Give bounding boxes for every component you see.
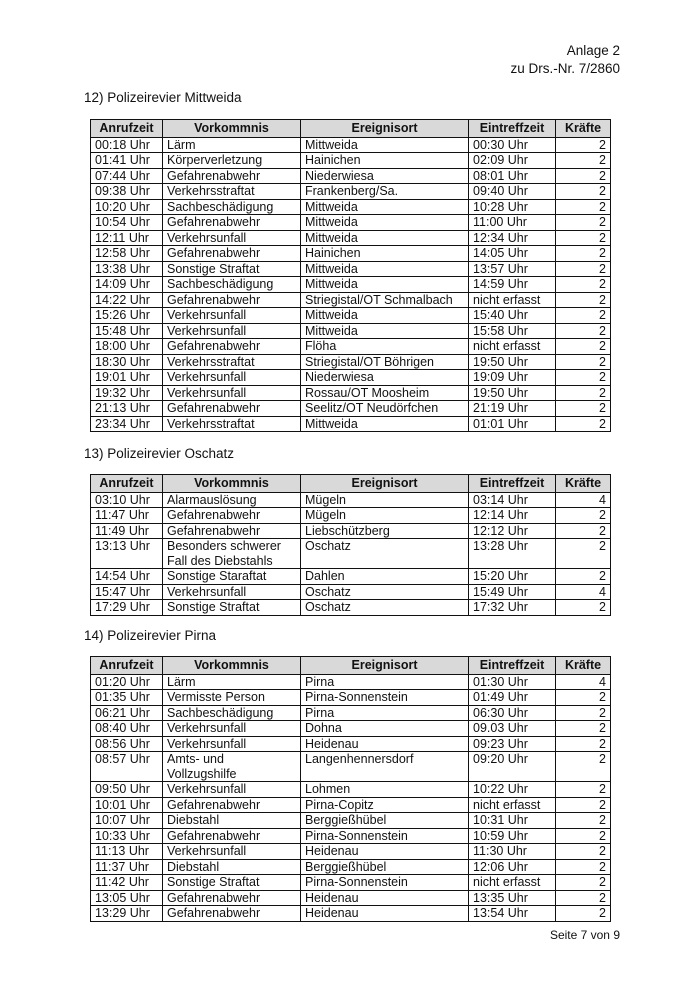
units-cell: 2: [556, 292, 611, 308]
location-cell: Oschatz: [301, 584, 469, 600]
call-time-cell: 09:50 Uhr: [91, 782, 163, 798]
location-cell: Pirna-Copitz: [301, 797, 469, 813]
document-reference: [510, 42, 620, 78]
units-cell: 4: [556, 674, 611, 690]
location-cell: Heidenau: [301, 906, 469, 922]
call-time-cell: 10:20 Uhr: [91, 199, 163, 215]
table-row: [91, 385, 611, 401]
arrival-time-cell: 02:09 Uhr: [469, 153, 556, 169]
table-row: [91, 705, 611, 721]
table-header-row: [91, 120, 611, 138]
header-incident: Vorkommnis: [163, 120, 301, 138]
table-row: [91, 261, 611, 277]
call-time-cell: 23:34 Uhr: [91, 416, 163, 432]
call-time-cell: 17:29 Uhr: [91, 600, 163, 616]
incident-type-cell: Verkehrsunfall: [163, 230, 301, 246]
arrival-time-cell: 15:49 Uhr: [469, 584, 556, 600]
units-cell: 2: [556, 153, 611, 169]
units-cell: 2: [556, 600, 611, 616]
call-time-cell: 12:11 Uhr: [91, 230, 163, 246]
arrival-time-cell: 10:31 Uhr: [469, 813, 556, 829]
table-row: [91, 569, 611, 585]
arrival-time-cell: 13:54 Uhr: [469, 906, 556, 922]
incident-type-cell: Verkehrsunfall: [163, 385, 301, 401]
incident-type-cell: Gefahrenabwehr: [163, 168, 301, 184]
table-row: [91, 539, 611, 569]
section-title: 13) Polizeirevier Oschatz: [84, 446, 235, 461]
table-row: [91, 492, 611, 508]
location-cell: Dohna: [301, 721, 469, 737]
table-row: [91, 168, 611, 184]
header-arrival: Eintreffzeit: [469, 657, 556, 675]
header-call-time: Anrufzeit: [91, 475, 163, 493]
units-cell: 2: [556, 813, 611, 829]
units-cell: 2: [556, 782, 611, 798]
units-cell: 2: [556, 752, 611, 782]
table-row: [91, 292, 611, 308]
location-cell: Pirna: [301, 705, 469, 721]
incident-type-cell: Verkehrsstraftat: [163, 416, 301, 432]
call-time-cell: 10:54 Uhr: [91, 215, 163, 231]
incident-type-cell: Verkehrsunfall: [163, 844, 301, 860]
location-cell: Mittweida: [301, 277, 469, 293]
table-row: [91, 782, 611, 798]
location-cell: Pirna-Sonnenstein: [301, 690, 469, 706]
location-cell: Niederwiesa: [301, 370, 469, 386]
section-title: 12) Polizeirevier Mittweida: [84, 90, 242, 105]
incident-type-cell: Gefahrenabwehr: [163, 401, 301, 417]
call-time-cell: 14:09 Uhr: [91, 277, 163, 293]
arrival-time-cell: 10:28 Uhr: [469, 199, 556, 215]
call-time-cell: 19:32 Uhr: [91, 385, 163, 401]
units-cell: 2: [556, 828, 611, 844]
incident-type-cell: Besonders schwerer Fall des Diebstahls: [163, 539, 301, 569]
incident-type-cell: Gefahrenabwehr: [163, 828, 301, 844]
table-row: [91, 199, 611, 215]
table-row: [91, 875, 611, 891]
table-row: [91, 370, 611, 386]
location-cell: Seelitz/OT Neudörfchen: [301, 401, 469, 417]
location-cell: Dahlen: [301, 569, 469, 585]
table-row: [91, 797, 611, 813]
arrival-time-cell: 12:06 Uhr: [469, 859, 556, 875]
table-row: [91, 354, 611, 370]
table-row: [91, 600, 611, 616]
arrival-time-cell: 10:59 Uhr: [469, 828, 556, 844]
location-cell: Lohmen: [301, 782, 469, 798]
call-time-cell: 18:30 Uhr: [91, 354, 163, 370]
location-cell: Mittweida: [301, 199, 469, 215]
units-cell: 2: [556, 199, 611, 215]
units-cell: 2: [556, 721, 611, 737]
call-time-cell: 10:07 Uhr: [91, 813, 163, 829]
arrival-time-cell: 13:57 Uhr: [469, 261, 556, 277]
table-row: [91, 906, 611, 922]
call-time-cell: 03:10 Uhr: [91, 492, 163, 508]
table-row: [91, 721, 611, 737]
location-cell: Mittweida: [301, 137, 469, 153]
units-cell: 2: [556, 339, 611, 355]
incident-type-cell: Gefahrenabwehr: [163, 523, 301, 539]
table-row: [91, 308, 611, 324]
location-cell: Oschatz: [301, 539, 469, 569]
call-time-cell: 13:13 Uhr: [91, 539, 163, 569]
incident-type-cell: Körperverletzung: [163, 153, 301, 169]
arrival-time-cell: 11:30 Uhr: [469, 844, 556, 860]
units-cell: 2: [556, 523, 611, 539]
header-arrival: Eintreffzeit: [469, 475, 556, 493]
location-cell: Heidenau: [301, 736, 469, 752]
arrival-time-cell: 01:49 Uhr: [469, 690, 556, 706]
call-time-cell: 11:37 Uhr: [91, 859, 163, 875]
call-time-cell: 09:38 Uhr: [91, 184, 163, 200]
call-time-cell: 11:47 Uhr: [91, 508, 163, 524]
location-cell: Berggießhübel: [301, 813, 469, 829]
header-arrival: Eintreffzeit: [469, 120, 556, 138]
incident-type-cell: Lärm: [163, 137, 301, 153]
table-row: [91, 813, 611, 829]
call-time-cell: 08:56 Uhr: [91, 736, 163, 752]
arrival-time-cell: 06:30 Uhr: [469, 705, 556, 721]
call-time-cell: 21:13 Uhr: [91, 401, 163, 417]
units-cell: 2: [556, 184, 611, 200]
table-row: [91, 153, 611, 169]
units-cell: 2: [556, 539, 611, 569]
units-cell: 2: [556, 277, 611, 293]
arrival-time-cell: 01:01 Uhr: [469, 416, 556, 432]
arrival-time-cell: 21:19 Uhr: [469, 401, 556, 417]
incident-type-cell: Amts- und Vollzugshilfe: [163, 752, 301, 782]
header-call-time: Anrufzeit: [91, 120, 163, 138]
incident-type-cell: Verkehrsunfall: [163, 308, 301, 324]
arrival-time-cell: 19:50 Uhr: [469, 385, 556, 401]
call-time-cell: 18:00 Uhr: [91, 339, 163, 355]
call-time-cell: 06:21 Uhr: [91, 705, 163, 721]
location-cell: Oschatz: [301, 600, 469, 616]
table-row: [91, 323, 611, 339]
location-cell: Heidenau: [301, 844, 469, 860]
arrival-time-cell: 14:59 Uhr: [469, 277, 556, 293]
table-header-row: [91, 657, 611, 675]
arrival-time-cell: 12:14 Uhr: [469, 508, 556, 524]
location-cell: Hainichen: [301, 246, 469, 262]
arrival-time-cell: 09.03 Uhr: [469, 721, 556, 737]
location-cell: Pirna-Sonnenstein: [301, 828, 469, 844]
location-cell: Striegistal/OT Schmalbach: [301, 292, 469, 308]
incident-table: [90, 119, 611, 432]
arrival-time-cell: nicht erfasst: [469, 339, 556, 355]
units-cell: 2: [556, 906, 611, 922]
units-cell: 2: [556, 844, 611, 860]
header-location: Ereignisort: [301, 475, 469, 493]
call-time-cell: 14:54 Uhr: [91, 569, 163, 585]
units-cell: 2: [556, 215, 611, 231]
incident-type-cell: Diebstahl: [163, 859, 301, 875]
location-cell: Pirna-Sonnenstein: [301, 875, 469, 891]
call-time-cell: 07:44 Uhr: [91, 168, 163, 184]
header-location: Ereignisort: [301, 120, 469, 138]
incident-type-cell: Diebstahl: [163, 813, 301, 829]
header-incident: Vorkommnis: [163, 475, 301, 493]
units-cell: 2: [556, 875, 611, 891]
table-row: [91, 277, 611, 293]
call-time-cell: 00:18 Uhr: [91, 137, 163, 153]
location-cell: Liebschützberg: [301, 523, 469, 539]
call-time-cell: 10:01 Uhr: [91, 797, 163, 813]
incident-type-cell: Lärm: [163, 674, 301, 690]
arrival-time-cell: 09:20 Uhr: [469, 752, 556, 782]
incident-type-cell: Verkehrsunfall: [163, 721, 301, 737]
location-cell: Mittweida: [301, 215, 469, 231]
header-incident: Vorkommnis: [163, 657, 301, 675]
call-time-cell: 08:40 Uhr: [91, 721, 163, 737]
units-cell: 2: [556, 736, 611, 752]
units-cell: 2: [556, 137, 611, 153]
incident-type-cell: Gefahrenabwehr: [163, 292, 301, 308]
table-row: [91, 246, 611, 262]
location-cell: Hainichen: [301, 153, 469, 169]
location-cell: Mittweida: [301, 261, 469, 277]
call-time-cell: 13:05 Uhr: [91, 890, 163, 906]
arrival-time-cell: 13:28 Uhr: [469, 539, 556, 569]
arrival-time-cell: nicht erfasst: [469, 875, 556, 891]
arrival-time-cell: 01:30 Uhr: [469, 674, 556, 690]
arrival-time-cell: 19:09 Uhr: [469, 370, 556, 386]
incident-type-cell: Gefahrenabwehr: [163, 246, 301, 262]
table-row: [91, 508, 611, 524]
table-row: [91, 844, 611, 860]
call-time-cell: 19:01 Uhr: [91, 370, 163, 386]
units-cell: 2: [556, 859, 611, 875]
incident-type-cell: Gefahrenabwehr: [163, 508, 301, 524]
call-time-cell: 13:38 Uhr: [91, 261, 163, 277]
table-row: [91, 859, 611, 875]
units-cell: 2: [556, 401, 611, 417]
call-time-cell: 15:47 Uhr: [91, 584, 163, 600]
call-time-cell: 11:42 Uhr: [91, 875, 163, 891]
arrival-time-cell: 15:20 Uhr: [469, 569, 556, 585]
location-cell: Mügeln: [301, 508, 469, 524]
location-cell: Mittweida: [301, 230, 469, 246]
incident-type-cell: Verkehrsstraftat: [163, 184, 301, 200]
call-time-cell: 08:57 Uhr: [91, 752, 163, 782]
incident-type-cell: Verkehrsunfall: [163, 323, 301, 339]
units-cell: 2: [556, 705, 611, 721]
table-row: [91, 690, 611, 706]
incident-type-cell: Gefahrenabwehr: [163, 906, 301, 922]
arrival-time-cell: 13:35 Uhr: [469, 890, 556, 906]
incident-type-cell: Gefahrenabwehr: [163, 890, 301, 906]
call-time-cell: 10:33 Uhr: [91, 828, 163, 844]
location-cell: Heidenau: [301, 890, 469, 906]
page-number: Seite 7 von 9: [549, 928, 620, 942]
call-time-cell: 14:22 Uhr: [91, 292, 163, 308]
arrival-time-cell: 12:12 Uhr: [469, 523, 556, 539]
units-cell: 2: [556, 354, 611, 370]
location-cell: Mittweida: [301, 416, 469, 432]
incident-type-cell: Sonstige Straftat: [163, 261, 301, 277]
location-cell: Frankenberg/Sa.: [301, 184, 469, 200]
incident-type-cell: Verkehrsunfall: [163, 736, 301, 752]
incident-type-cell: Gefahrenabwehr: [163, 797, 301, 813]
call-time-cell: 11:13 Uhr: [91, 844, 163, 860]
table-row: [91, 230, 611, 246]
units-cell: 2: [556, 569, 611, 585]
header-call-time: Anrufzeit: [91, 657, 163, 675]
incident-type-cell: Verkehrsunfall: [163, 370, 301, 386]
arrival-time-cell: 09:40 Uhr: [469, 184, 556, 200]
units-cell: 2: [556, 690, 611, 706]
units-cell: 2: [556, 416, 611, 432]
arrival-time-cell: 15:58 Uhr: [469, 323, 556, 339]
call-time-cell: 15:26 Uhr: [91, 308, 163, 324]
units-cell: 2: [556, 385, 611, 401]
incident-table: [90, 656, 611, 922]
section-title: 14) Polizeirevier Pirna: [84, 628, 217, 643]
header-units: Kräfte: [556, 657, 611, 675]
units-cell: 2: [556, 508, 611, 524]
drs-number: zu Drs.-Nr. 7/2860: [510, 61, 620, 76]
arrival-time-cell: 10:22 Uhr: [469, 782, 556, 798]
incident-type-cell: Vermisste Person: [163, 690, 301, 706]
location-cell: Striegistal/OT Böhrigen: [301, 354, 469, 370]
call-time-cell: 13:29 Uhr: [91, 906, 163, 922]
table-row: [91, 828, 611, 844]
header-units: Kräfte: [556, 475, 611, 493]
arrival-time-cell: 19:50 Uhr: [469, 354, 556, 370]
incident-type-cell: Alarmauslösung: [163, 492, 301, 508]
units-cell: 2: [556, 308, 611, 324]
table-row: [91, 215, 611, 231]
units-cell: 2: [556, 797, 611, 813]
table-row: [91, 584, 611, 600]
table-row: [91, 890, 611, 906]
incident-table: [90, 474, 611, 616]
header-units: Kräfte: [556, 120, 611, 138]
call-time-cell: 01:41 Uhr: [91, 153, 163, 169]
incident-type-cell: Verkehrsunfall: [163, 584, 301, 600]
table-row: [91, 401, 611, 417]
arrival-time-cell: nicht erfasst: [469, 292, 556, 308]
table-row: [91, 416, 611, 432]
units-cell: 2: [556, 168, 611, 184]
arrival-time-cell: 08:01 Uhr: [469, 168, 556, 184]
location-cell: Flöha: [301, 339, 469, 355]
arrival-time-cell: 09:23 Uhr: [469, 736, 556, 752]
table-row: [91, 523, 611, 539]
header-location: Ereignisort: [301, 657, 469, 675]
incident-type-cell: Gefahrenabwehr: [163, 339, 301, 355]
location-cell: Rossau/OT Moosheim: [301, 385, 469, 401]
arrival-time-cell: 03:14 Uhr: [469, 492, 556, 508]
units-cell: 4: [556, 584, 611, 600]
arrival-time-cell: 00:30 Uhr: [469, 137, 556, 153]
location-cell: Berggießhübel: [301, 859, 469, 875]
arrival-time-cell: 11:00 Uhr: [469, 215, 556, 231]
table-row: [91, 184, 611, 200]
table-row: [91, 137, 611, 153]
location-cell: Pirna: [301, 674, 469, 690]
incident-type-cell: Sachbeschädigung: [163, 705, 301, 721]
table-row: [91, 736, 611, 752]
call-time-cell: 01:20 Uhr: [91, 674, 163, 690]
table-row: [91, 339, 611, 355]
location-cell: Mittweida: [301, 308, 469, 324]
units-cell: 2: [556, 323, 611, 339]
location-cell: Mittweida: [301, 323, 469, 339]
units-cell: 4: [556, 492, 611, 508]
attachment-label: Anlage 2: [566, 43, 620, 58]
arrival-time-cell: 15:40 Uhr: [469, 308, 556, 324]
location-cell: Langenhennersdorf: [301, 752, 469, 782]
table-row: [91, 674, 611, 690]
incident-type-cell: Gefahrenabwehr: [163, 215, 301, 231]
units-cell: 2: [556, 890, 611, 906]
units-cell: 2: [556, 246, 611, 262]
units-cell: 2: [556, 230, 611, 246]
call-time-cell: 12:58 Uhr: [91, 246, 163, 262]
incident-type-cell: Sachbeschädigung: [163, 199, 301, 215]
location-cell: Mügeln: [301, 492, 469, 508]
incident-type-cell: Sonstige Straftat: [163, 600, 301, 616]
units-cell: 2: [556, 261, 611, 277]
location-cell: Niederwiesa: [301, 168, 469, 184]
arrival-time-cell: 17:32 Uhr: [469, 600, 556, 616]
incident-type-cell: Sachbeschädigung: [163, 277, 301, 293]
call-time-cell: 11:49 Uhr: [91, 523, 163, 539]
call-time-cell: 01:35 Uhr: [91, 690, 163, 706]
table-header-row: [91, 475, 611, 493]
units-cell: 2: [556, 370, 611, 386]
arrival-time-cell: 14:05 Uhr: [469, 246, 556, 262]
call-time-cell: 15:48 Uhr: [91, 323, 163, 339]
incident-type-cell: Sonstige Staraftat: [163, 569, 301, 585]
arrival-time-cell: nicht erfasst: [469, 797, 556, 813]
table-row: [91, 752, 611, 782]
incident-type-cell: Verkehrsunfall: [163, 782, 301, 798]
incident-type-cell: Verkehrsstraftat: [163, 354, 301, 370]
arrival-time-cell: 12:34 Uhr: [469, 230, 556, 246]
incident-type-cell: Sonstige Straftat: [163, 875, 301, 891]
